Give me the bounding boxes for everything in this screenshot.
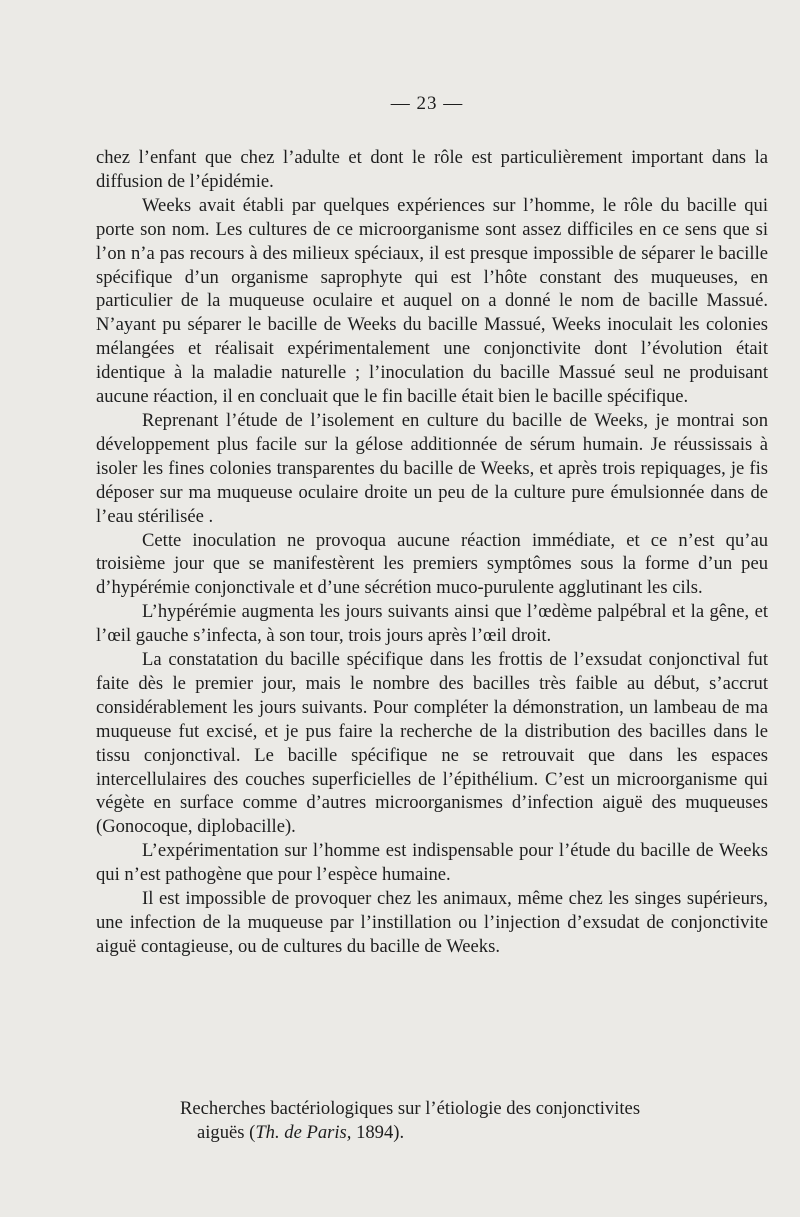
footnote-prefix: aiguës ( [197,1122,256,1143]
paragraph-2: Weeks avait établi par quelques expériences sur l’homme, le rôle du bacille qui porte son nom. Les cultures de ce microorganisme sont assez difficiles en ce sens que si l’on n’a pas recours à des milieux spéciaux, il est presque impossible de séparer le bacille spécifique d’un organisme saprophyte qui est l’hôte constant des muqueuses, en particulier de la muqueuse oculaire et auquel on a donné le nom de bacille Massué. N’ayant pu séparer le bacille de Weeks du bacille Massué, Weeks inoculait les colonies mélangées et réalisait expérimentalement une conjonctivite dont l’évolution était identique à la maladie naturelle ; l’inoculation du bacille Massué seul ne produisant aucune réaction, il en concluait que le fin bacille était bien le bacille spécifique. [96,194,768,408]
paragraph-6: La constatation du bacille spécifique dans les frottis de l’exsudat conjonctival fut faite dès le premier jour, mais le nombre des bacilles très faible au début, s’accrut considérablement les jours suivants. Pour compléter la démonstration, un lambeau de ma muqueuse fut excisé, et je pus faire la recherche de la distribution des bacilles dans le tissu conjonctival. Le bacille spécifique ne se retrouvait que dans les espaces intercellulaires des couches superficielles de l’épithélium. C’est un microorganisme qui végète en surface comme d’autres microorganismes d’infection aiguë des muqueuses (Gonocoque, diplobacille). [96,649,768,838]
page-number: — 23 — [390,93,464,114]
paragraph-4: Cette inoculation ne provoqua aucune réaction immédiate, et ce n’est qu’au troisième jour que se manifestèrent les premiers symptômes sous la forme d’un peu d’hypérémie conjonctivale et d’une sécrétion muco-purulente agglutinant les cils. [96,529,768,599]
paragraph-5: L’hypérémie augmenta les jours suivants ainsi que l’œdème palpébral et la gêne, et l’œil gauche s’infecta, à son tour, trois jours après l’œil droit. [96,601,768,647]
paragraph-7: L’expérimentation sur l’homme est indispensable pour l’étude du bacille de Weeks qui n’est pathogène que pour l’espèce humaine. [96,840,768,886]
footnote [180,1097,770,1145]
paragraph-1: chez l’enfant que chez l’adulte et dont le rôle est particulièrement important dans la diffusion de l’épidémie. [96,147,768,192]
body-text [96,146,768,959]
footnote-suffix: 1894). [351,1122,405,1143]
footnote-line-1: Recherches bactériologiques sur l’étiologie des conjonctivites [180,1098,641,1119]
paragraph-3: Reprenant l’étude de l’isolement en culture du bacille de Weeks, je montrai son développement plus facile sur la gélose additionnée de sérum humain. Je réussissais à isoler les fines colonies transparentes du bacille de Weeks, et après trois repiquages, je fis déposer sur ma muqueuse oculaire droite un peu de la culture pure émulsionnée dans de l’eau stérilisée . [96,409,768,527]
footnote-thesis-title: Th. de Paris, [255,1122,352,1143]
paragraph-8: Il est impossible de provoquer chez les animaux, même chez les singes supérieurs, une infection de la muqueuse par l’instillation ou l’injection d’exsudat de conjonctivite aiguë contagieuse, ou de cultures du bacille de Weeks. [96,888,768,957]
footnote-line-2 [180,1121,770,1145]
